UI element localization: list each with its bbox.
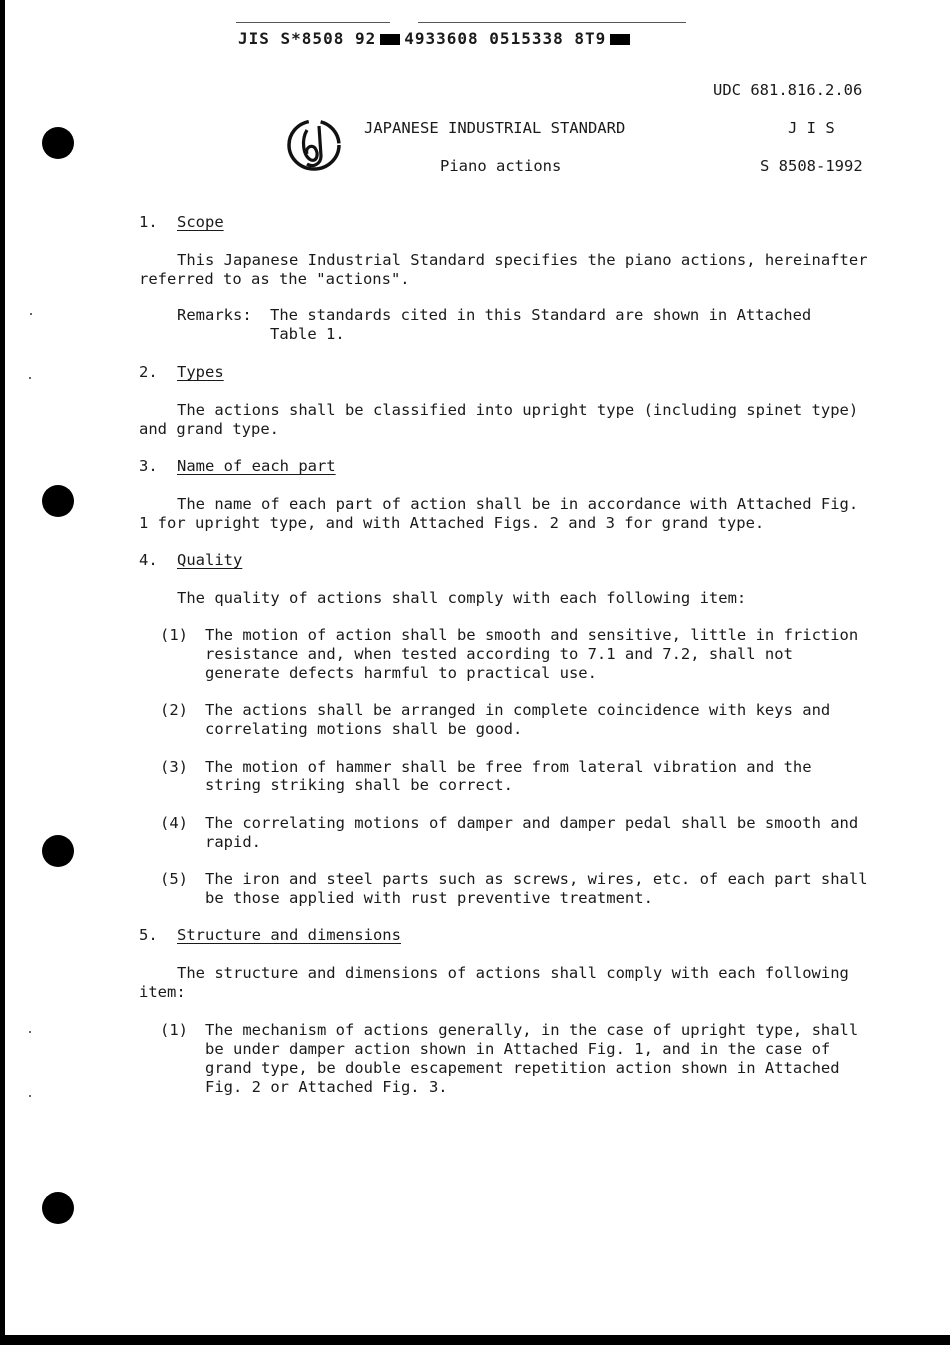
list-item-line: The motion of hammer shall be free from lateral vibration and the [205,758,812,776]
black-block [380,34,400,45]
scan-bottom-edge [0,1335,950,1345]
section-heading-structure-and-dimensions: Structure and dimensions [177,926,401,944]
list-item-line: The motion of action shall be smooth and sensitive, little in friction [205,626,859,644]
remarks-line: Table 1. [270,325,345,343]
paragraph-line: item: [139,983,186,1001]
list-item-line: The mechanism of actions generally, in the case of upright type, shall [205,1021,859,1039]
udc-number: UDC 681.816.2.06 [713,81,863,99]
binder-hole [42,835,74,867]
list-item-line: grand type, be double escapement repetition action shown in Attached [205,1059,840,1077]
jis-mark-text: J I S [788,119,835,137]
scan-speck [29,1031,31,1033]
section-heading-name-of-each-part: Name of each part [177,457,336,475]
jis-logo-icon [283,116,345,176]
binder-hole [42,1192,74,1224]
document-title: Piano actions [440,157,562,175]
header-rule [418,22,686,23]
list-item-line: resistance and, when tested according to 7.1 and 7.2, shall not [205,645,793,663]
remarks-line: The standards cited in this Standard are shown in Attached [270,306,812,324]
list-item-line: The correlating motions of damper and damper pedal shall be smooth and [205,814,859,832]
list-item-number: (2) [160,701,188,719]
list-item-number: (1) [160,1021,188,1039]
paragraph-line: and grand type. [139,420,279,438]
paragraph-line: The name of each part of action shall be in accordance with Attached Fig. [177,495,859,513]
paragraph-line: This Japanese Industrial Standard specifies the piano actions, hereinafter [177,251,868,269]
scan-speck [29,1095,31,1097]
list-item-number: (1) [160,626,188,644]
section-heading-types: Types [177,363,224,381]
list-item-line: rapid. [205,833,261,851]
standard-number: S 8508-1992 [760,157,863,175]
list-item-line: correlating motions shall be good. [205,720,523,738]
section-number: 5. [139,926,158,944]
binder-hole [42,485,74,517]
list-item-line: generate defects harmful to practical use. [205,664,597,682]
paragraph-line: The structure and dimensions of actions shall comply with each following [177,964,849,982]
list-item-number: (4) [160,814,188,832]
header-rule [236,22,390,23]
scan-speck [29,377,31,379]
section-number: 1. [139,213,158,231]
remarks-label: Remarks: [177,306,252,324]
scan-left-edge [0,0,5,1345]
list-item-number: (3) [160,758,188,776]
list-item-line: Fig. 2 or Attached Fig. 3. [205,1078,448,1096]
section-heading-quality: Quality [177,551,243,569]
paragraph-line: The actions shall be classified into upright type (including spinet type) [177,401,859,419]
paragraph-line: The quality of actions shall comply with each following item: [177,589,747,607]
section-number: 3. [139,457,158,475]
standard-org-title: JAPANESE INDUSTRIAL STANDARD [364,119,626,137]
binder-hole [42,127,74,159]
section-number: 4. [139,551,158,569]
list-item-number: (5) [160,870,188,888]
paragraph-line: referred to as the "actions". [139,270,410,288]
section-heading-scope: Scope [177,213,224,231]
paragraph-line: 1 for upright type, and with Attached Figs. 2 and 3 for grand type. [139,514,765,532]
list-item-line: The actions shall be arranged in complete coincidence with keys and [205,701,831,719]
list-item-line: string striking shall be correct. [205,776,513,794]
list-item-line: be those applied with rust preventive treatment. [205,889,653,907]
black-block [610,34,630,45]
section-number: 2. [139,363,158,381]
list-item-line: be under damper action shown in Attached Fig. 1, and in the case of [205,1040,831,1058]
catalog-code: JIS S*8508 92 [238,29,377,48]
catalog-code-line [238,29,634,48]
scan-speck [30,313,32,315]
catalog-barcode-number: 4933608 0515338 8T9 [404,29,607,48]
list-item-line: The iron and steel parts such as screws, wires, etc. of each part shall [205,870,868,888]
